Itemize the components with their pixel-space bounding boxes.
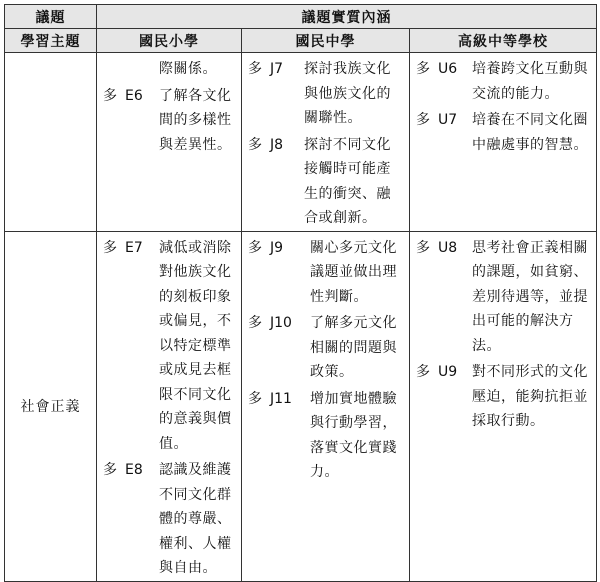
list-item — [97, 236, 241, 457]
entry-text: 關心多元文化議題並做出理性判斷。 — [310, 239, 397, 305]
list-item — [410, 360, 596, 434]
row1-junior — [242, 53, 410, 232]
entry-code: U6 — [438, 61, 458, 77]
entry-text: 對不同形式的文化壓迫，能夠抗拒並採取行動。 — [472, 364, 588, 429]
list-item — [242, 57, 409, 131]
entry-text: 培養跨文化互動與交流的能力。 — [472, 61, 588, 102]
entry-code: U9 — [438, 364, 458, 380]
entry-text: 減低或消除對他族文化的刻板印象或偏見，不以特定標準或成見去框限不同文化的意義與價值。 — [159, 239, 232, 452]
entry-tag: 多 — [103, 87, 117, 104]
list-item — [242, 236, 409, 310]
entry-tag: 多 — [248, 315, 262, 331]
entry-text: 際關係。 — [159, 61, 217, 77]
entry-text: 認識及維護不同文化群體的尊嚴、權利、人權與自由。 — [159, 462, 232, 576]
row1-elementary — [97, 53, 242, 232]
entry-code: J10 — [270, 315, 292, 331]
entry-code: U8 — [438, 239, 458, 256]
entry-code: J8 — [270, 136, 284, 153]
entry-tag: 多 — [103, 462, 117, 478]
list-item — [242, 311, 409, 385]
row2-senior — [410, 231, 597, 581]
header-elementary: 國民小學 — [97, 29, 242, 53]
entry-tag: 多 — [103, 239, 117, 256]
entry-tag: 多 — [416, 61, 430, 77]
entry-tag: 多 — [248, 390, 262, 407]
header-content: 議題實質內涵 — [97, 5, 597, 29]
list-item — [410, 236, 596, 359]
list-item — [242, 133, 409, 231]
list-item — [97, 57, 241, 82]
header-issue: 議題 — [5, 5, 97, 29]
list-item — [410, 57, 596, 106]
entry-code: J11 — [270, 390, 292, 407]
entry-code: U7 — [438, 112, 458, 128]
entry-tag: 多 — [416, 364, 430, 380]
curriculum-table — [4, 4, 597, 582]
entry-text: 了解多元文化相關的問題與政策。 — [310, 315, 397, 380]
entry-tag: 多 — [416, 239, 430, 256]
entry-tag: 多 — [248, 136, 262, 153]
row2-junior — [242, 231, 410, 581]
list-item — [97, 458, 241, 581]
row2-elementary — [97, 231, 242, 581]
header-theme: 學習主題 — [5, 29, 97, 53]
curriculum-table-container — [4, 4, 596, 576]
header-junior: 國民中學 — [242, 29, 410, 53]
entry-text: 培養在不同文化圈中融處事的智慧。 — [472, 112, 588, 153]
entry-code: J7 — [270, 61, 284, 77]
entry-tag: 多 — [416, 112, 430, 128]
entry-code: E7 — [125, 239, 143, 256]
entry-text: 探討我族文化與他族文化的關聯性。 — [304, 61, 391, 126]
entry-code: E8 — [125, 462, 143, 478]
entry-tag: 多 — [248, 239, 262, 256]
entry-tag: 多 — [248, 61, 262, 77]
list-item — [97, 84, 241, 158]
entry-text: 思考社會正義相關的課題，如貧窮、差別待遇等，並提出可能的解決方法。 — [472, 239, 588, 354]
list-item — [242, 387, 409, 485]
row1-senior — [410, 53, 597, 232]
header-senior: 高級中等學校 — [410, 29, 597, 53]
entry-text: 了解各文化間的多樣性與差異性。 — [159, 87, 232, 153]
entry-text: 探討不同文化接觸時可能產生的衝突、融合或創新。 — [304, 136, 391, 226]
entry-code: J9 — [270, 239, 284, 256]
entry-code: E6 — [125, 87, 143, 104]
row1-theme — [5, 53, 97, 232]
row2-theme: 社會正義 — [5, 231, 97, 581]
list-item — [410, 108, 596, 157]
entry-text: 增加實地體驗與行動學習，落實文化實踐力。 — [310, 390, 397, 480]
